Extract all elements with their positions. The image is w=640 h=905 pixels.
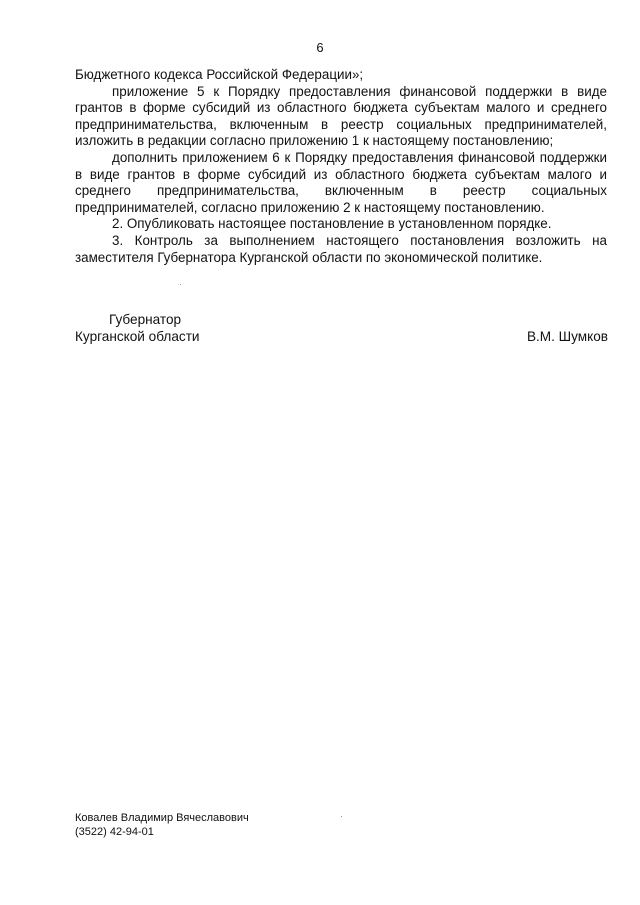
page-number: 6 (316, 40, 324, 55)
signatory-region: Курганской области (75, 329, 200, 344)
signatory-position: Губернатор (109, 312, 182, 327)
scan-speck (341, 816, 342, 817)
signature-row (75, 328, 608, 345)
contact-phone: (3522) 42-94-01 (75, 825, 154, 838)
paragraph-control: 3. Контроль за выполнением настоящего постановления возложить на заместителя Губернатора Курганской области по экономической политике. (75, 232, 607, 265)
paragraph-publish: 2. Опубликовать настоящее постановление в установленном порядке. (112, 216, 552, 232)
document-body (75, 67, 607, 266)
contact-block (75, 812, 249, 839)
paragraph-budget-code: Бюджетного кодекса Российской Федерации»; (75, 67, 364, 82)
signature-block (75, 311, 608, 345)
contact-name: Ковалев Владимир Вячеславович (75, 812, 249, 824)
paragraph-appendix-5: приложение 5 к Порядку предоставления финансовой поддержки в виде грантов в форме субсидий из областного бюджета субъектам малого и среднего предпринимательства, включенным в реестр социальных предпринимателей, изложить в редакции согласно приложению 1 к настоящему постановлению; (75, 83, 607, 149)
paragraph-appendix-6: дополнить приложением 6 к Порядку предоставления финансовой поддержки в виде грантов в форме субсидий из областного бюджета субъектам малого и среднего предпринимательства, включенным в реестр социальных предпринимателей, согласно приложению 2 к настоящему постановлению. (75, 149, 607, 215)
signatory-name: В.М. Шумков (526, 329, 608, 344)
scan-speck (180, 284, 181, 285)
